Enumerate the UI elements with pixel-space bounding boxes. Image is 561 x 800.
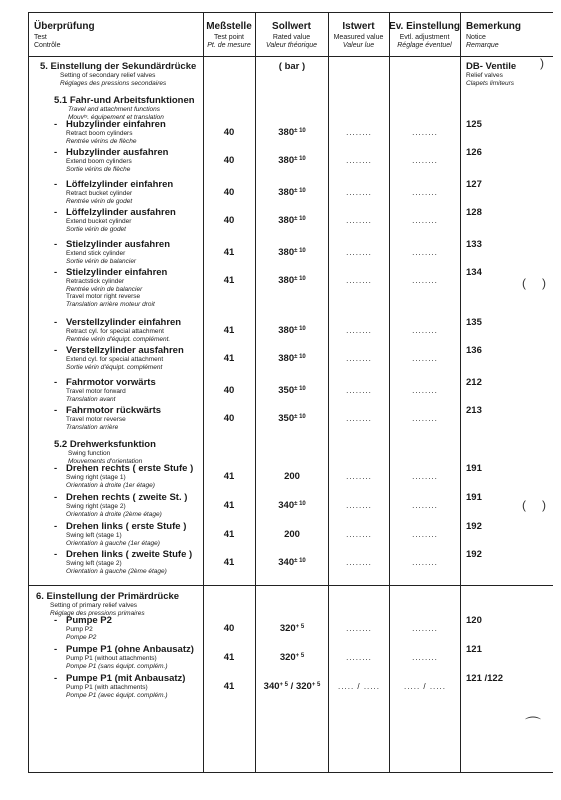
rated-value-number: 320 <box>279 623 296 634</box>
test-title-de: Löffelzylinder einfahren <box>66 179 174 190</box>
rated-value-number: 200 <box>284 471 300 482</box>
rated-value <box>256 682 328 692</box>
measured-value-blank: ........ <box>346 624 372 633</box>
table-border-top <box>28 12 553 13</box>
measured-value-blank: ........ <box>346 216 372 225</box>
header-en: Notice <box>466 34 486 41</box>
bullet: - <box>54 549 58 560</box>
test-title-de: Stielzylinder einfahren <box>66 267 168 278</box>
test-fr: Sortie vérin de godet <box>66 225 126 233</box>
adjustment-blank: ........ <box>412 624 438 633</box>
rated-value-number: 340 <box>278 557 295 568</box>
adjustment-blank: ........ <box>412 354 438 363</box>
rated-value-tolerance: ± 10 <box>294 128 306 134</box>
bullet: - <box>54 615 58 626</box>
header-en: Measured value <box>333 34 384 41</box>
test-fr: Pompe P2 <box>66 633 97 641</box>
header-fr: Valeur lue <box>342 42 375 49</box>
rated-value <box>256 472 328 482</box>
test-point-value: 41 <box>223 353 235 364</box>
test-point-value: 41 <box>223 500 235 511</box>
test-en: Retract bucket cylinder <box>66 190 133 197</box>
rated-value <box>256 326 328 336</box>
header-col-test <box>34 22 95 49</box>
test-en: Retractstick cylinder <box>66 278 125 285</box>
rated-value-number: 380 <box>278 353 295 364</box>
notice-value: 192 <box>466 521 482 532</box>
header-de: Sollwert <box>272 21 311 32</box>
rated-value-number: 200 <box>284 529 300 540</box>
test-title-de: Hubzylinder ausfahren <box>66 147 169 158</box>
measured-value-blank: ........ <box>346 156 372 165</box>
test-en: Extend cyl. for special attachment <box>66 356 164 363</box>
test-en: Swing right (stage 1) <box>66 474 126 481</box>
test-fr: Orientation à droite (2ème étage) <box>66 510 162 518</box>
notice-value: 121 <box>466 644 482 655</box>
remark-title: DB- Ventile <box>466 61 517 72</box>
test-en: Pump P2 <box>66 626 93 633</box>
rated-value <box>256 216 328 226</box>
adjustment-blank: ........ <box>412 326 438 335</box>
column-divider <box>460 12 461 772</box>
scan-mark: ) <box>542 276 546 290</box>
test-point-value: 40 <box>223 385 235 396</box>
rated-value-number: 320 <box>279 652 296 663</box>
test-fr: Pompe P1 (sans équipt. complém.) <box>66 662 168 670</box>
rated-value-tolerance: ± 10 <box>294 501 306 507</box>
section-fr: Réglage des pressions primaires <box>50 609 145 617</box>
header-fr: Réglage éventuel <box>397 42 452 49</box>
test-point-value: 41 <box>223 247 235 258</box>
bullet: - <box>54 239 58 250</box>
section-en: Setting of secondary relief valves <box>60 72 156 79</box>
test-description <box>54 268 254 308</box>
rated-value-number: 350 <box>278 385 295 396</box>
measured-value-blank: ........ <box>346 501 372 510</box>
test-en: Extend bucket cylinder <box>66 218 132 225</box>
test-point-value: 40 <box>223 413 235 424</box>
test-title-de: Fahrmotor vorwärts <box>66 377 156 388</box>
test-title-de: Drehen rechts ( erste Stufe ) <box>66 463 194 474</box>
test-title-de: Fahrmotor rückwärts <box>66 405 162 416</box>
section-divider <box>28 585 553 586</box>
test-fr: Rentrée vérin de balancier <box>66 285 143 293</box>
test-en: Swing left (stage 2) <box>66 560 122 567</box>
bullet: - <box>54 207 58 218</box>
bullet: - <box>54 267 58 278</box>
rated-value-number: 380 <box>278 187 295 198</box>
test-point-value: 40 <box>223 623 235 634</box>
header-col-measured-value <box>328 22 389 49</box>
measured-value-blank: ........ <box>346 326 372 335</box>
bullet: - <box>54 317 58 328</box>
measured-value-blank: ........ <box>346 653 372 662</box>
test-point-value: 41 <box>223 325 235 336</box>
section-title: 5. Einstellung der Sekundärdrücke <box>40 61 197 72</box>
notice-value: 136 <box>466 345 482 356</box>
test-fr: Orientation à gauche (2ème étage) <box>66 567 167 575</box>
header-en: Test <box>34 34 47 41</box>
rated-value-tolerance: + 5 <box>279 682 289 688</box>
rated-value-tolerance: ± 10 <box>294 558 306 564</box>
rated-value-tolerance: ± 10 <box>294 216 306 222</box>
notice-value: 191 <box>466 492 482 503</box>
test-en: Extend stick cylinder <box>66 250 126 257</box>
measured-value-blank: ........ <box>346 128 372 137</box>
section-fr: Réglages des pressions secondaires <box>60 79 167 87</box>
rated-value-tolerance: ± 10 <box>294 248 306 254</box>
subsection-en: Swing function <box>68 450 111 457</box>
measured-value-blank: ........ <box>346 530 372 539</box>
remark-fr: Clapets limiteurs <box>466 79 515 87</box>
table-border-left <box>28 12 29 772</box>
section-en: Setting of primary relief valves <box>50 602 138 609</box>
notice-value: 128 <box>466 207 482 218</box>
measured-value-blank: ........ <box>346 248 372 257</box>
test-en: Pump P1 (without attachments) <box>66 655 157 662</box>
rated-value-number: 380 <box>278 275 295 286</box>
notice-value: 212 <box>466 377 482 388</box>
header-de: Überprüfung <box>34 21 95 32</box>
adjustment-blank: ........ <box>412 472 438 481</box>
scan-mark: ( <box>522 498 526 512</box>
rated-value <box>256 354 328 364</box>
test-point-value: 41 <box>223 557 235 568</box>
test-fr: Rentrée vérins de flèche <box>66 137 137 145</box>
rated-value-number: 350 <box>278 413 295 424</box>
test-point-value: 41 <box>223 275 235 286</box>
adjustment-blank: ........ <box>412 530 438 539</box>
header-divider <box>28 56 553 57</box>
scan-mark: ( <box>522 276 526 290</box>
notice-value: 191 <box>466 463 482 474</box>
bullet: - <box>54 673 58 684</box>
rated-value-number: 380 <box>278 325 295 336</box>
bullet: - <box>54 521 58 532</box>
test-title-de: Drehen links ( erste Stufe ) <box>66 521 187 532</box>
measured-value-blank: ........ <box>346 472 372 481</box>
measured-value-blank: ........ <box>346 414 372 423</box>
test-title-de: Drehen links ( zweite Stufe ) <box>66 549 193 560</box>
rated-value <box>256 624 328 634</box>
scan-mark: ⌒ <box>525 717 542 734</box>
test-fr: Orientation à droite (1er étage) <box>66 481 155 489</box>
rated-value-number: 340 <box>278 500 295 511</box>
measured-value-blank: ........ <box>346 558 372 567</box>
test-point-value: 40 <box>223 127 235 138</box>
bullet: - <box>54 147 58 158</box>
test-title-de: Pumpe P2 <box>66 615 112 626</box>
test-fr: Orientation à gauche (1er étage) <box>66 539 160 547</box>
test-fr: Translation arrière <box>66 423 119 431</box>
adjustment-blank: ........ <box>412 558 438 567</box>
test-fr: Sortie vérin d'équipt. complément <box>66 363 163 371</box>
header-de: Istwert <box>342 21 375 32</box>
notice-value: 213 <box>466 405 482 416</box>
notice-value: 125 <box>466 119 482 130</box>
test-title-de: Pumpe P1 (mit Anbausatz) <box>66 673 186 684</box>
test-fr2: Translation arrière moteur droit <box>66 300 155 308</box>
measured-value-blank: ........ <box>346 276 372 285</box>
bullet: - <box>54 345 58 356</box>
scan-mark: ) <box>540 56 544 70</box>
adjustment-blank: ..... / ..... <box>404 682 446 691</box>
header-en: Test point <box>214 34 244 41</box>
adjustment-blank: ........ <box>412 156 438 165</box>
test-en: Travel motor reverse <box>66 416 126 423</box>
rated-value-number: 380 <box>278 247 295 258</box>
scan-mark: ) <box>542 498 546 512</box>
notice-value: 133 <box>466 239 482 250</box>
rated-value-tolerance: ± 10 <box>294 414 306 420</box>
test-fr: Pompe P1 (avec équipt. complém.) <box>66 691 168 699</box>
test-en: Retract cyl. for special attachment <box>66 328 164 335</box>
bullet: - <box>54 179 58 190</box>
test-fr: Sortie vérins de flèche <box>66 165 131 173</box>
header-col-notice <box>466 22 521 49</box>
test-en: Travel motor forward <box>66 388 126 395</box>
notice-value: 135 <box>466 317 482 328</box>
notice-value: 127 <box>466 179 482 190</box>
notice-value: 121 /122 <box>466 673 503 684</box>
measured-value-blank: ........ <box>346 188 372 197</box>
section-title: 6. Einstellung der Primärdrücke <box>36 591 180 602</box>
test-fr: Rentrée vérin de godet <box>66 197 133 205</box>
test-en: Extend boom cylinders <box>66 158 132 165</box>
header-de: Bemerkung <box>466 21 522 32</box>
rated-value <box>256 276 328 286</box>
rated-value-tolerance: ± 10 <box>294 386 306 392</box>
rated-value-tolerance: ± 10 <box>294 326 306 332</box>
test-fr: Sortie vérin de balancier <box>66 257 137 265</box>
header-de: Meßstelle <box>206 21 252 32</box>
rated-value-tolerance: + 5 <box>295 624 305 630</box>
bullet: - <box>54 119 58 130</box>
subsection-title: 5.2 Drehwerksfunktion <box>54 439 156 450</box>
test-title-de: Verstellzylinder ausfahren <box>66 345 184 356</box>
test-en: Swing left (stage 1) <box>66 532 122 539</box>
remark-en: Relief valves <box>466 72 503 79</box>
unit-label: ( bar ) <box>278 61 306 72</box>
adjustment-blank: ........ <box>412 501 438 510</box>
adjustment-blank: ........ <box>412 248 438 257</box>
adjustment-blank: ........ <box>412 216 438 225</box>
subsection-en: Travel and attachment functions <box>68 106 161 113</box>
rated-value <box>256 501 328 511</box>
test-fr: Translation avant <box>66 395 116 403</box>
rated-value-number: 380 <box>278 155 295 166</box>
adjustment-blank: ........ <box>412 188 438 197</box>
header-col-test-point <box>203 22 255 49</box>
bullet: - <box>54 405 58 416</box>
test-en: Pump P1 (with attachments) <box>66 684 148 691</box>
test-title-de: Pumpe P1 (ohne Anbausatz) <box>66 644 194 655</box>
rated-value <box>256 248 328 258</box>
test-en: Retract boom cylinders <box>66 130 133 137</box>
rated-value <box>256 530 328 540</box>
rated-value <box>256 188 328 198</box>
test-title-de: Drehen rechts ( zweite St. ) <box>66 492 188 503</box>
rated-value <box>256 414 328 424</box>
test-title-de: Verstellzylinder einfahren <box>66 317 182 328</box>
rated-value-tolerance: ± 10 <box>294 188 306 194</box>
bullet: - <box>54 644 58 655</box>
rated-value-number: 380 <box>278 127 295 138</box>
measured-value-blank: ........ <box>346 354 372 363</box>
adjustment-blank: ........ <box>412 128 438 137</box>
test-en: Swing right (stage 2) <box>66 503 126 510</box>
bullet: - <box>54 463 58 474</box>
rated-value <box>256 156 328 166</box>
rated-value <box>256 386 328 396</box>
test-point-value: 40 <box>223 215 235 226</box>
adjustment-blank: ........ <box>412 276 438 285</box>
rated-value <box>256 653 328 663</box>
rated-value-tolerance: ± 10 <box>294 156 306 162</box>
header-en: Evtl. adjustment <box>399 34 450 41</box>
test-point-value: 41 <box>223 471 235 482</box>
bullet: - <box>54 492 58 503</box>
test-point-value: 41 <box>223 681 235 692</box>
rated-value <box>256 128 328 138</box>
test-point-value: 41 <box>223 652 235 663</box>
subsection-title: 5.1 Fahr-und Arbeitsfunktionen <box>54 95 195 106</box>
test-title-de: Löffelzylinder ausfahren <box>66 207 176 218</box>
rated-value-tolerance: ± 10 <box>294 354 306 360</box>
header-de: Ev. Einstellung <box>389 21 460 32</box>
notice-value: 126 <box>466 147 482 158</box>
table-border-bottom <box>28 772 553 773</box>
header-fr: Contrôle <box>34 42 61 49</box>
notice-value: 134 <box>466 267 482 278</box>
header-col-rated-value <box>255 22 328 49</box>
test-en2: Travel motor right reverse <box>66 293 141 300</box>
notice-value: 120 <box>466 615 482 626</box>
rated-value-tolerance-2: + 5 <box>311 682 321 688</box>
header-col-adjustment <box>389 22 460 49</box>
subsection-fr: Mouvᵗˢ. équipement et translation <box>68 113 164 121</box>
test-fr: Rentrée vérin d'équipt. complément. <box>66 335 171 343</box>
adjustment-blank: ........ <box>412 653 438 662</box>
rated-value <box>256 558 328 568</box>
rated-value-number: 340 <box>263 681 280 692</box>
rated-value-number: 380 <box>278 215 295 226</box>
measured-value-blank: ..... / ..... <box>338 682 380 691</box>
test-title-de: Hubzylinder einfahren <box>66 119 166 130</box>
adjustment-blank: ........ <box>412 414 438 423</box>
subsection-fr: Mouvements d'orientation <box>68 457 143 465</box>
test-point-value: 41 <box>223 529 235 540</box>
rated-value-tolerance: + 5 <box>295 653 305 659</box>
measured-value-blank: ........ <box>346 386 372 395</box>
header-fr: Pt. de mesure <box>207 42 251 49</box>
rated-value-number-2: / 320 <box>288 681 312 692</box>
header-fr: Remarque <box>466 42 499 49</box>
bullet: - <box>54 377 58 388</box>
header-en: Rated value <box>272 34 311 41</box>
notice-value: 192 <box>466 549 482 560</box>
rated-value-tolerance: ± 10 <box>294 276 306 282</box>
header-fr: Valeur théorique <box>265 42 318 49</box>
test-point-value: 40 <box>223 187 235 198</box>
test-title-de: Stielzylinder ausfahren <box>66 239 171 250</box>
adjustment-blank: ........ <box>412 386 438 395</box>
test-point-value: 40 <box>223 155 235 166</box>
